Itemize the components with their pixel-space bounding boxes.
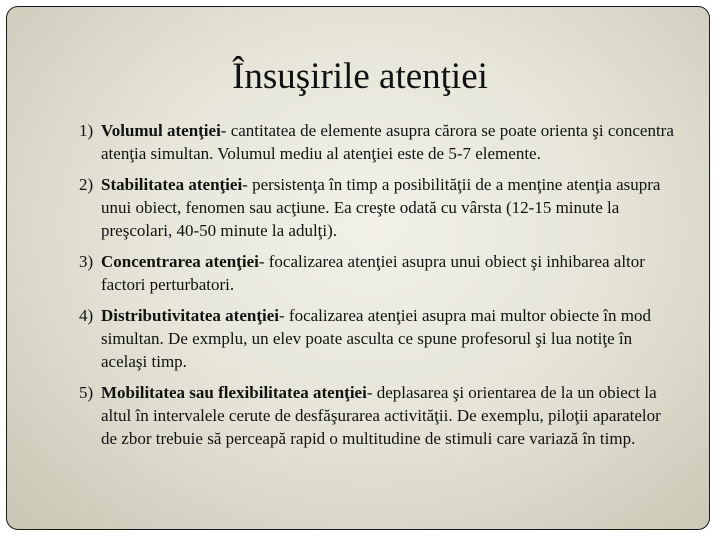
item-number: 3) — [79, 252, 94, 271]
item-number: 2) — [79, 175, 94, 194]
list-item — [79, 381, 679, 450]
list-item — [79, 304, 679, 373]
list-item — [79, 119, 679, 165]
list-item — [79, 250, 679, 296]
item-term: Distributivitatea atenţiei — [101, 306, 279, 325]
item-text: - cantitatea de elemente asupra cărora se poate orienta şi concentra atenţia simultan. Volumul mediu al atenţiei este de 5-7 elemente. — [101, 121, 674, 163]
item-number: 5) — [79, 383, 94, 402]
list-item — [79, 173, 679, 242]
item-term: Stabilitatea atenţiei — [101, 175, 243, 194]
item-term: Concentrarea atenţiei — [101, 252, 259, 271]
item-term: Mobilitatea sau flexibilitatea atenţiei — [101, 383, 367, 402]
item-text: - focalizarea atenţiei asupra unui obiect şi inhibarea altor factori perturbatori. — [101, 252, 645, 294]
properties-list — [79, 119, 679, 458]
item-text: - focalizarea atenţiei asupra mai multor obiecte în mod simultan. De exmplu, un elev poate asculta ce spune profesorul şi lua notiţe în acelaşi timp. — [101, 306, 651, 371]
item-number: 1) — [79, 121, 94, 140]
item-number: 4) — [79, 306, 94, 325]
item-text: - persistenţa în timp a posibilităţii de a menţine atenţia asupra unui obiect, fenomen sau acţiune. Ea creşte odată cu vârsta (12-15 minute la preşcolari, 40-50 minute la adulţi). — [101, 175, 661, 240]
item-text: - deplasarea şi orientarea de la un obiect la altul în intervalele cerute de desfăşurarea activităţii. De exemplu, piloţii aparatelor de zbor trebuie să perceapă rapid o multitudine de stimuli care variază în timp. — [101, 383, 661, 448]
item-term: Volumul atenţiei — [101, 121, 221, 140]
slide-title: Însuşirile atenţiei — [232, 56, 488, 97]
